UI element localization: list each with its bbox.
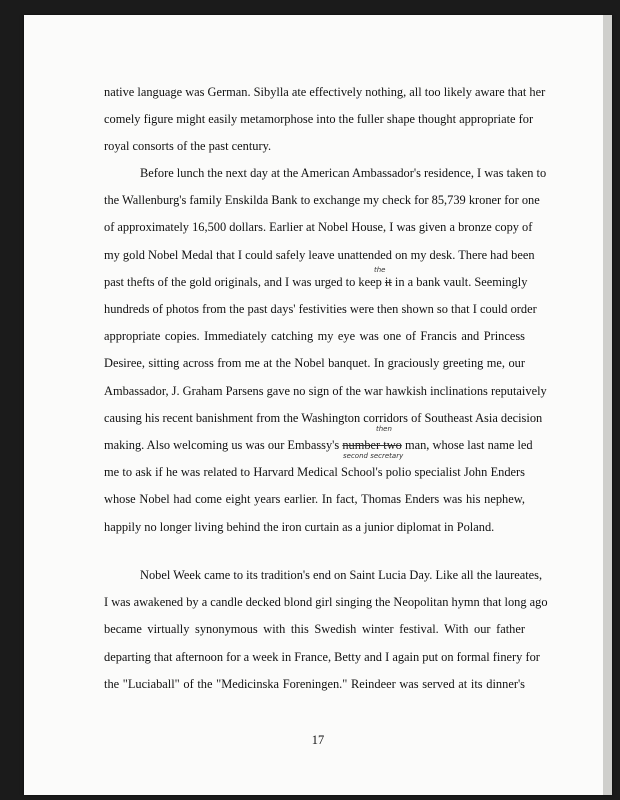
struck-word: it: [384, 274, 392, 289]
text-line: Before lunch the next day at the American Ambassador's residence, I was taken to: [140, 166, 547, 180]
text-line: Nobel Week came to its tradition's end on Saint Lucia Day. Like all the laureates,: [140, 568, 543, 582]
text-line: me to ask if he was related to Harvard Medical School's polio specialist John Enders: [104, 465, 525, 480]
paragraph-3: [104, 562, 548, 698]
struck-phrase: number two: [342, 438, 402, 453]
page-edge-shadow: [603, 15, 612, 795]
text-line: whose Nobel had come eight years earlier. In fact, Thomas Enders was his nephew,: [104, 492, 525, 507]
text-line: royal consorts of the past century.: [104, 139, 272, 154]
text-line: departing that afternoon for a week in France, Betty and I again put on formal finery for: [104, 649, 540, 664]
text-line: Ambassador, J. Graham Parsens gave no sign of the war hawkish inclinations reputaively: [104, 383, 547, 398]
paragraph-1: [104, 79, 546, 161]
document-page: [24, 15, 612, 795]
text-segment: man, whose last name led: [401, 438, 533, 453]
text-line: happily no longer living behind the iron curtain as a junior diplomat in Poland.: [104, 519, 495, 534]
text-line: hundreds of photos from the past days' festivities were then shown so that I could order: [104, 302, 537, 317]
text-segment: in a bank vault. Seemingly: [391, 274, 528, 289]
text-line: appropriate copies. Immediately catching my eye was one of Francis and Princess: [104, 329, 525, 344]
handwritten-insertion: the: [374, 266, 386, 274]
text-segment: past thefts of the gold originals, and I was urged to keep: [104, 274, 385, 289]
text-line-with-edit: [104, 432, 533, 459]
handwritten-insertion: second secretary: [343, 452, 404, 460]
text-line: of approximately 16,500 dollars. Earlier at Nobel House, I was given a bronze copy of: [104, 220, 533, 235]
text-line-with-edit: [104, 269, 528, 296]
paragraph-2: [104, 160, 547, 541]
handwritten-insertion: then: [376, 425, 392, 433]
text-segment: making. Also welcoming us was our Embassy's: [104, 438, 343, 453]
text-line: the "Luciaball" of the "Medicinska Foreningen." Reindeer was served at its dinner's: [104, 676, 525, 691]
text-line: causing his recent banishment from the Washington corridors of Southeast Asia decision: [104, 410, 543, 425]
text-line: became virtually synonymous with this Swedish winter festival. With our father: [104, 622, 525, 637]
text-line: native language was German. Sibylla ate effectively nothing, all too likely aware that her: [104, 85, 546, 99]
text-line: comely figure might easily metamorphose into the fuller shape thought appropriate for: [104, 112, 534, 127]
text-line: I was awakened by a candle decked blond girl singing the Neopolitan hymn that long ago: [104, 595, 548, 610]
text-line: Desiree, sitting across from me at the Nobel banquet. In graciously greeting me, our: [104, 356, 525, 371]
text-line: the Wallenburg's family Enskilda Bank to exchange my check for 85,739 kroner for one: [104, 193, 540, 208]
text-line: my gold Nobel Medal that I could safely leave unattended on my desk. There had been: [104, 247, 535, 262]
page-number: 17: [311, 733, 325, 747]
